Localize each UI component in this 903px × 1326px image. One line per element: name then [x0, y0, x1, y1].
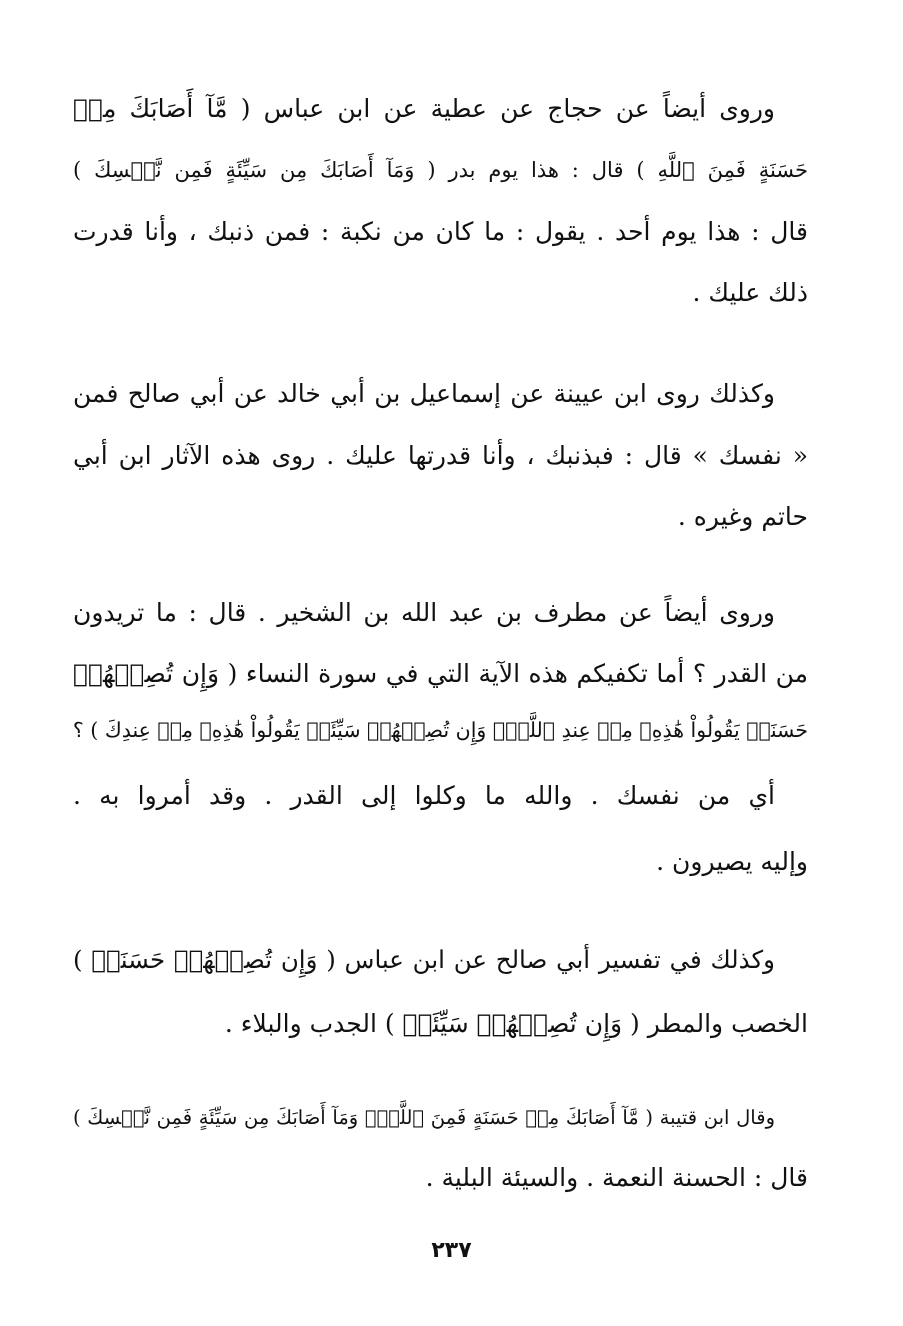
paragraph-3-line-5: وإليه يصيرون .: [656, 847, 808, 876]
paragraph-2-line-3: حاتم وغيره .: [677, 502, 808, 531]
paragraph-4-line-2: الخصب والمطر ( وَإِن تُصِبۡهُمۡ سَيِّئَةٞ ) الجدب والبلاء .: [224, 1009, 808, 1038]
paragraph-3-line-3: حَسَنَةٞ يَقُولُواْ هَٰذِهِۦ مِنۡ عِندِ ٱللَّهِۖ وَإِن تُصِبۡهُمۡ سَيِّئَةٞ يَقُولُواْ هَٰذِهِۦ مِنۡ عِندِكَ ) ؟: [72, 718, 808, 742]
paragraph-3-line-1: وروى أيضاً عن مطرف بن عبد الله بن الشخير . قال : ما تريدون: [73, 598, 775, 627]
paragraph-1-line-3: قال : هذا يوم أحد . يقول : ما كان من نكبة : فمن ذنبك ، وأنا قدرت: [73, 217, 808, 246]
paragraph-4-line-1: وكذلك في تفسير أبي صالح عن ابن عباس ( وَإِن تُصِبۡهُمۡ حَسَنَةٞ ): [73, 945, 775, 974]
paragraph-5-line-2: قال : الحسنة النعمة . والسيئة البلية .: [425, 1163, 808, 1192]
page-number: ٢٣٧: [431, 1238, 472, 1263]
paragraph-1-line-2: حَسَنَةٍ فَمِنَ ٱللَّهِ ) قال : هذا يوم بدر ( وَمَآ أَصَابَكَ مِن سَيِّئَةٍ فَمِن نَّفۡسِكَ ): [73, 158, 808, 182]
paragraph-2-line-1: وكذلك روى ابن عيينة عن إسماعيل بن أبي خالد عن أبي صالح فمن: [73, 379, 775, 408]
paragraph-3-line-2: من القدر ؟ أما تكفيكم هذه الآية التي في سورة النساء ( وَإِن تُصِبۡهُمۡ: [73, 659, 808, 688]
paragraph-3-line-4: أي من نفسك . والله ما وكلوا إلى القدر . وقد أمروا به .: [73, 781, 775, 810]
paragraph-1-line-1: وروى أيضاً عن حجاج عن عطية عن ابن عباس ( مَّآ أَصَابَكَ مِنۡ: [73, 94, 775, 123]
paragraph-1-line-4: ذلك عليك .: [692, 278, 808, 307]
paragraph-5-line-1: وقال ابن قتيبة ( مَّآ أَصَابَكَ مِنۡ حَسَنَةٍ فَمِنَ ٱللَّهِۖ وَمَآ أَصَابَكَ مِن سَيِّئَةٍ فَمِن نَّفۡسِكَ ): [73, 1106, 775, 1129]
paragraph-2-line-2: « نفسك » قال : فبذنبك ، وأنا قدرتها عليك . روى هذه الآثار ابن أبي: [73, 441, 808, 470]
